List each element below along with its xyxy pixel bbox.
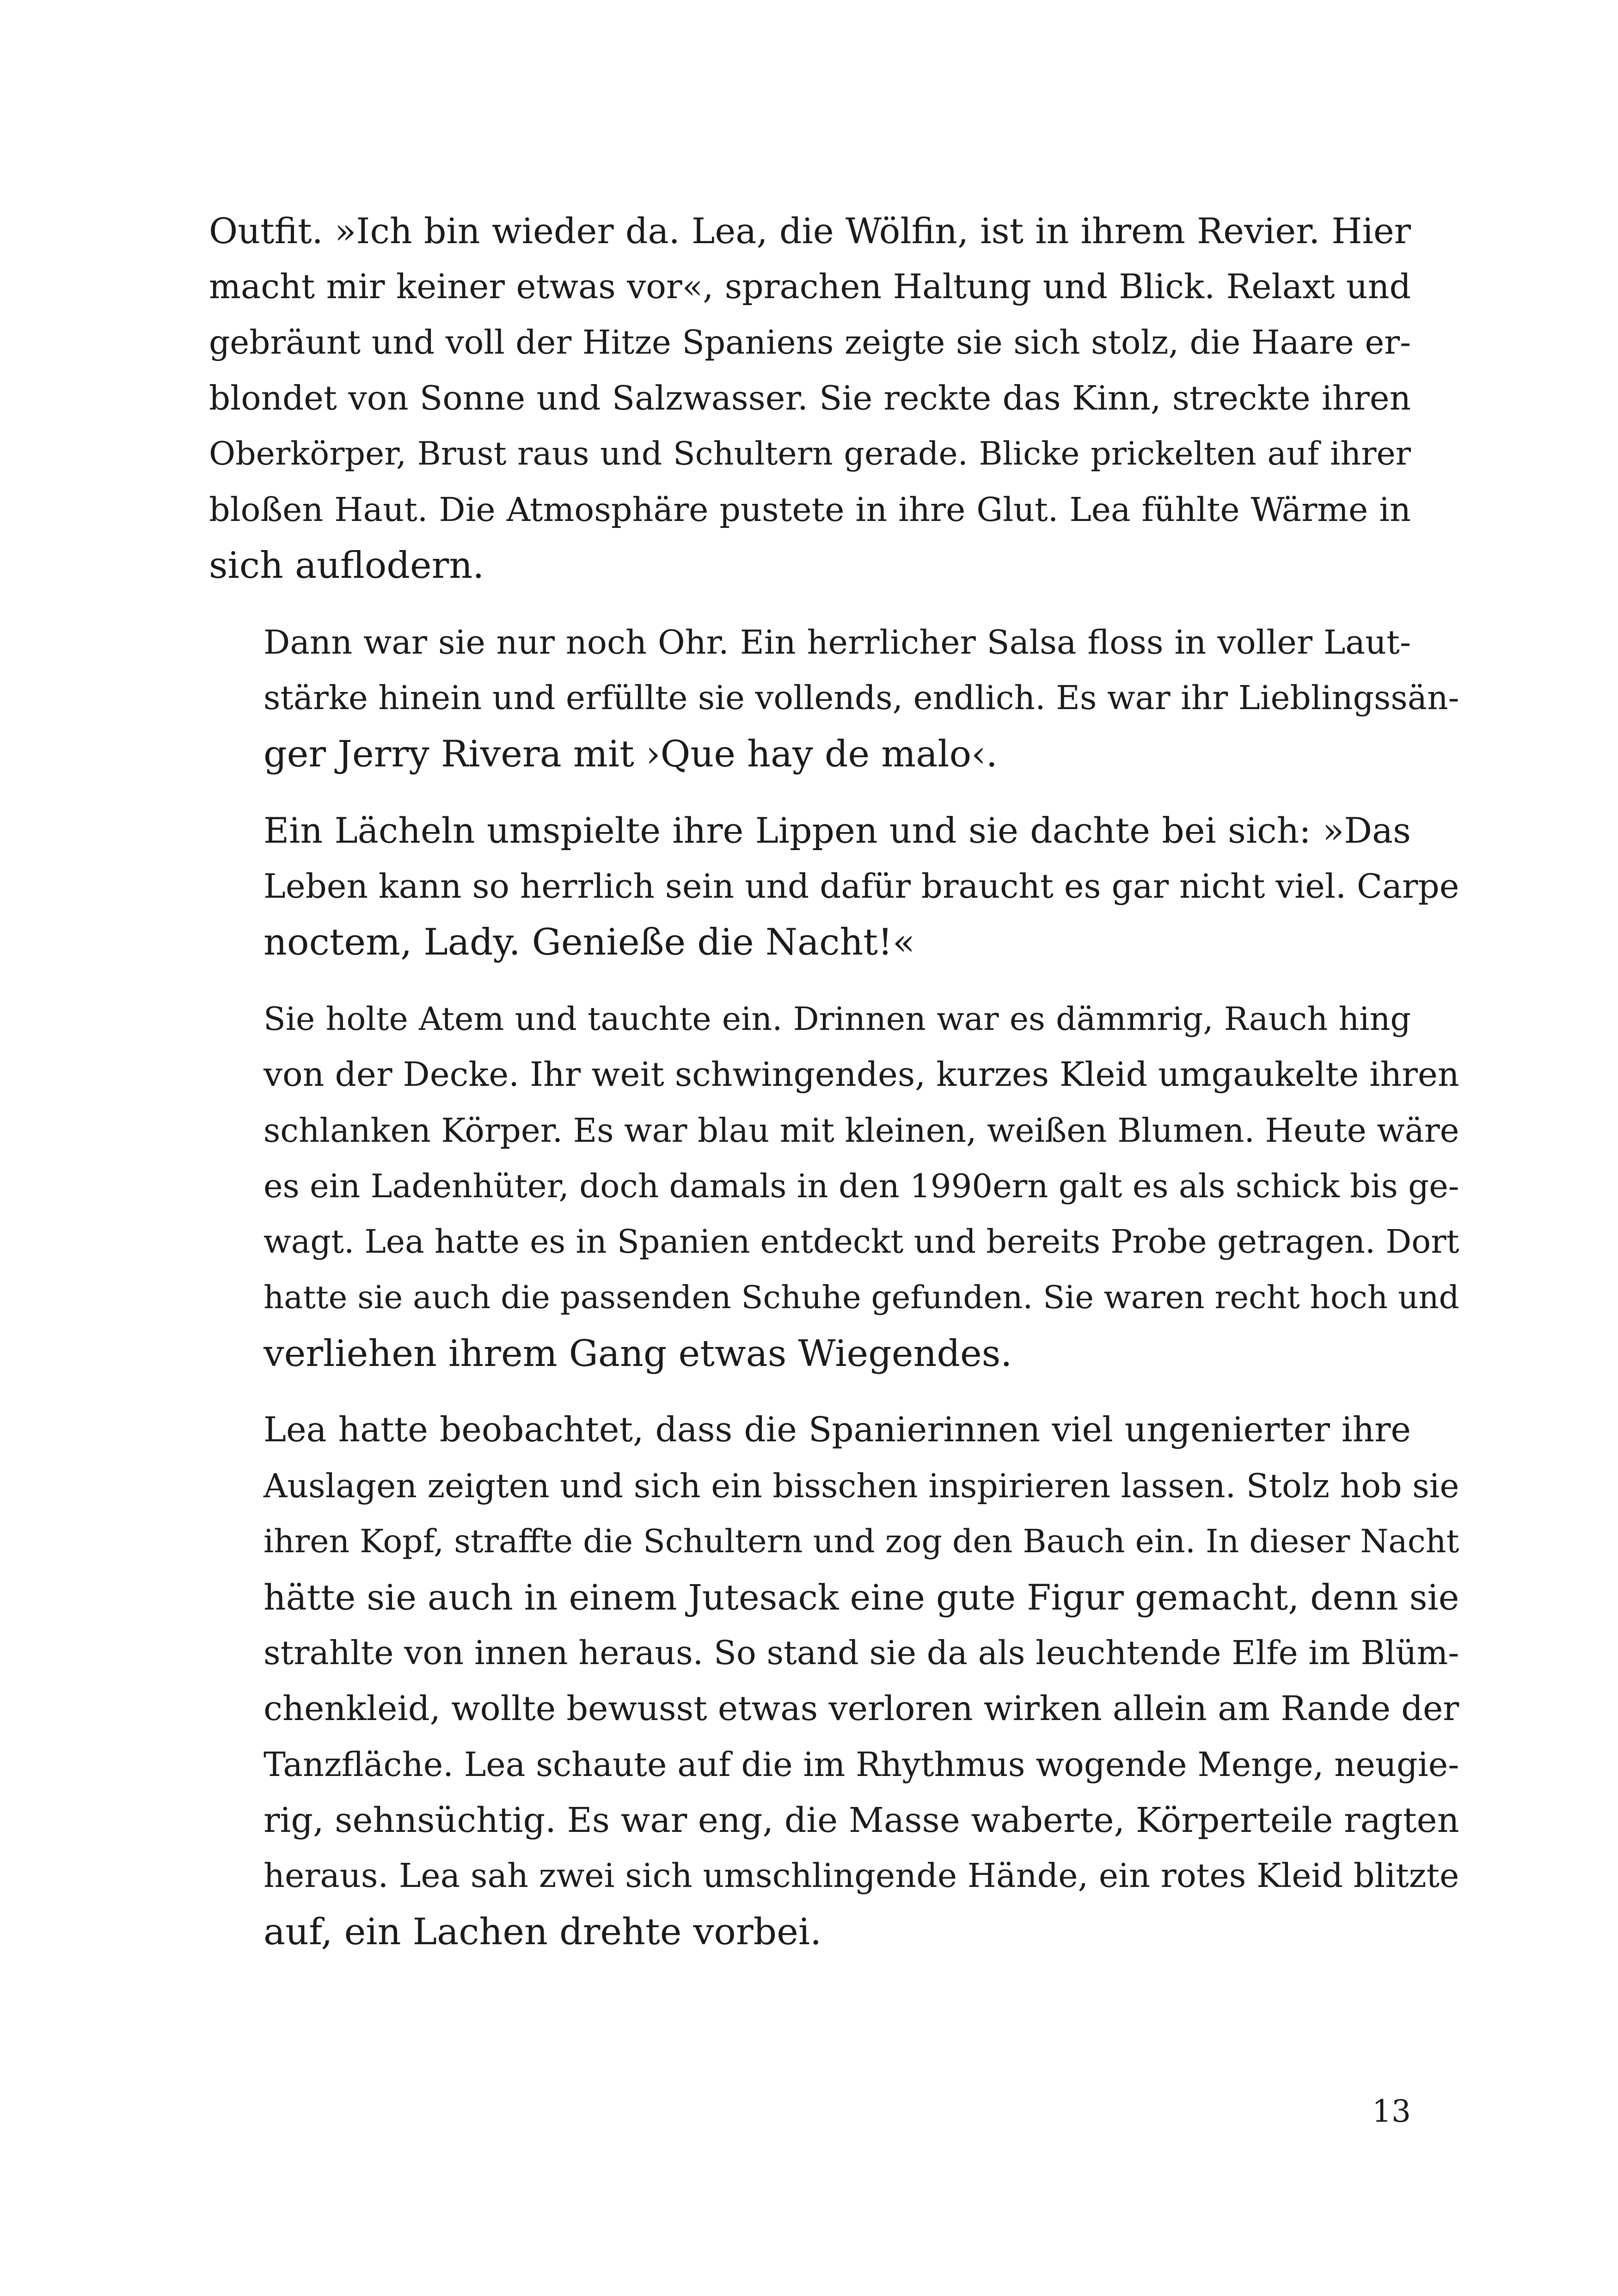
text-line: noctem, Lady. Genieße die Nacht!«: [264, 921, 915, 963]
paragraph: [209, 992, 1459, 1382]
text-line: strahlte von innen heraus. So stand sie da als leuchtende Elfe im Blüm-: [264, 1634, 1459, 1672]
text-line: wagt. Lea hatte es in Spanien entdeckt und bereits Probe getragen. Dort: [264, 1223, 1459, 1261]
text-line: bloßen Haut. Die Atmosphäre pustete in ihre Glut. Lea fühlte Wärme in: [209, 490, 1411, 529]
paragraph: [209, 803, 1459, 970]
text-line: macht mir keiner etwas vor«, sprachen Haltung und Blick. Relaxt und: [209, 267, 1411, 306]
text-line: Dann war sie nur noch Ohr. Ein herrlicher Salsa floss in voller Laut-: [264, 623, 1411, 661]
text-line: Outfit. »Ich bin wieder da. Lea, die Wölfin, ist in ihrem Revier. Hier: [209, 211, 1411, 251]
text-line: hatte sie auch die passenden Schuhe gefunden. Sie waren recht hoch und: [264, 1279, 1459, 1316]
paragraph: [209, 203, 1411, 594]
paragraph: [209, 615, 1459, 782]
text-line: Tanzfläche. Lea schaute auf die im Rhythmus wogende Menge, neugie-: [264, 1745, 1459, 1784]
text-line: Leben kann so herrlich sein und dafür braucht es gar nicht viel. Carpe: [264, 867, 1459, 906]
text-line: Oberkörper, Brust raus und Schultern gerade. Blicke prickelten auf ihrer: [209, 435, 1411, 472]
text-line: von der Decke. Ihr weit schwingendes, kurzes Kleid umgaukelte ihren: [264, 1055, 1459, 1094]
text-line: rig, sehnsüchtig. Es war eng, die Masse waberte, Körperteile ragten: [264, 1800, 1459, 1840]
text-line: Ein Lächeln umspielte ihre Lippen und sie dachte bei sich: »Das: [264, 810, 1411, 851]
paragraph: [209, 1402, 1459, 1959]
text-line: chenkleid, wollte bewusst etwas verloren wirken allein am Rande der: [264, 1689, 1459, 1728]
text-line: Lea hatte beobachtet, dass die Spanierinnen viel ungenierter ihre: [264, 1410, 1411, 1450]
text-line: ger Jerry Rivera mit ›Que hay de malo‹.: [264, 732, 998, 775]
text-line: gebräunt und voll der Hitze Spaniens zeigte sie sich stolz, die Haare er-: [209, 323, 1411, 361]
page-body: [209, 203, 1459, 1981]
text-line: schlanken Körper. Es war blau mit kleinen, weißen Blumen. Heute wäre: [264, 1111, 1459, 1150]
page-number: 13: [1372, 2094, 1411, 2129]
text-line: blondet von Sonne und Salzwasser. Sie reckte das Kinn, streckte ihren: [209, 379, 1411, 418]
text-line: auf, ein Lachen drehte vorbei.: [264, 1910, 822, 1953]
text-line: Sie holte Atem und tauchte ein. Drinnen war es dämmrig, Rauch hing: [264, 1000, 1411, 1038]
text-line: heraus. Lea sah zwei sich umschlingende Hände, ein rotes Kleid blitzte: [264, 1856, 1459, 1895]
text-line: stärke hinein und erfüllte sie vollends, endlich. Es war ihr Lieblingssän-: [264, 679, 1459, 717]
text-line: hätte sie auch in einem Jutesack eine gute Figur gemacht, denn sie: [264, 1577, 1459, 1618]
text-line: Auslagen zeigten und sich ein bisschen inspirieren lassen. Stolz hob sie: [264, 1466, 1459, 1505]
text-line: es ein Ladenhüter, doch damals in den 1990ern galt es als schick bis ge-: [264, 1167, 1459, 1205]
text-line: ihren Kopf, straffte die Schultern und zog den Bauch ein. In dieser Nacht: [264, 1523, 1459, 1560]
text-line: verliehen ihrem Gang etwas Wiegendes.: [264, 1332, 1012, 1375]
text-line: sich auflodern.: [209, 544, 484, 587]
